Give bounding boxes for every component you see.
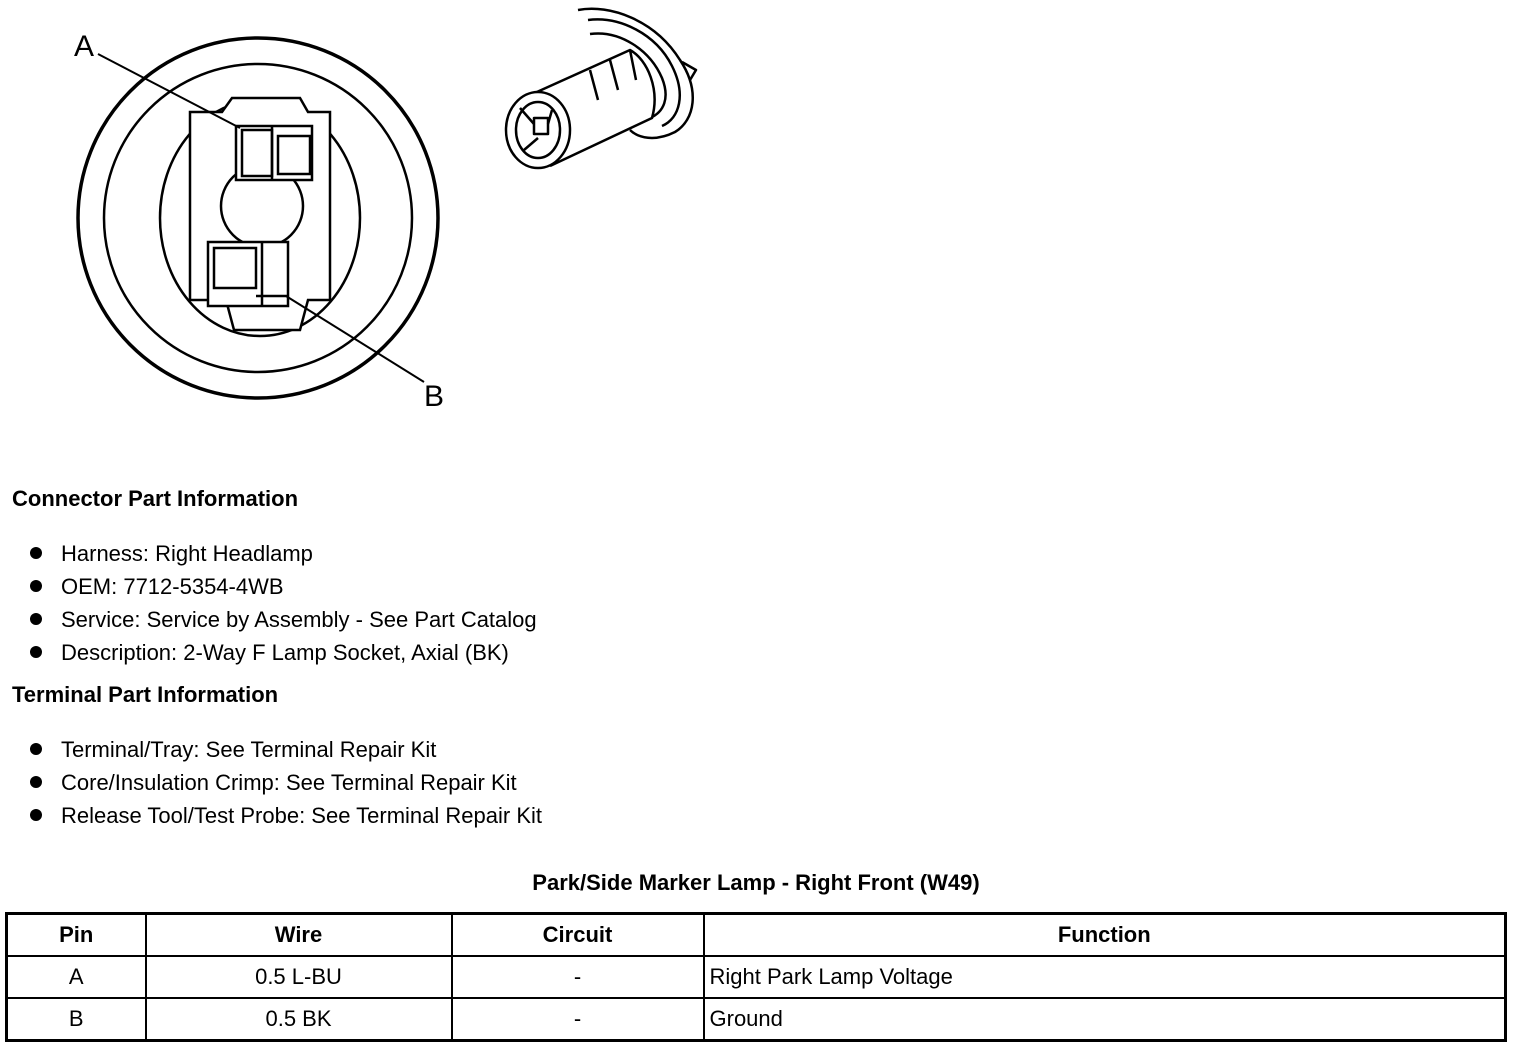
terminal-part-info-heading: Terminal Part Information	[12, 682, 279, 707]
cell-wire: 0.5 L-BU	[146, 956, 452, 998]
connector-part-info-heading: Connector Part Information	[12, 486, 299, 511]
cell-pin: A	[7, 956, 146, 998]
pin-table	[5, 912, 1507, 1042]
bullet-icon	[30, 776, 42, 788]
column-header-circuit: Circuit	[452, 914, 704, 957]
column-header-pin: Pin	[7, 914, 146, 957]
table-row	[7, 956, 1506, 998]
table-row	[7, 998, 1506, 1041]
cell-pin: B	[7, 998, 146, 1041]
bullet-icon	[30, 809, 42, 821]
table-header-row	[7, 914, 1506, 957]
callout-label-b: B	[424, 380, 445, 413]
list-item: Service: Service by Assembly - See Part Catalog	[30, 603, 537, 636]
bullet-icon	[30, 743, 42, 755]
connector-part-info-list	[30, 537, 537, 669]
terminal-part-info-list	[30, 733, 542, 832]
lamp-socket-illustration	[490, 0, 710, 190]
list-item: Terminal/Tray: See Terminal Repair Kit	[30, 733, 542, 766]
column-header-function: Function	[704, 914, 1506, 957]
bullet-icon	[30, 580, 42, 592]
pin-table-title: Park/Side Marker Lamp - Right Front (W49)	[532, 870, 980, 895]
cell-circuit: -	[452, 998, 704, 1041]
cell-function: Ground	[704, 998, 1506, 1041]
cell-function: Right Park Lamp Voltage	[704, 956, 1506, 998]
list-item: Harness: Right Headlamp	[30, 537, 537, 570]
list-item: Release Tool/Test Probe: See Terminal Repair Kit	[30, 799, 542, 832]
list-item: Description: 2-Way F Lamp Socket, Axial (BK)	[30, 636, 537, 669]
connector-face-diagram	[0, 0, 470, 440]
column-header-wire: Wire	[146, 914, 452, 957]
list-item: OEM: 7712-5354-4WB	[30, 570, 537, 603]
cell-wire: 0.5 BK	[146, 998, 452, 1041]
callout-label-a: A	[74, 30, 95, 63]
bullet-icon	[30, 547, 42, 559]
list-item: Core/Insulation Crimp: See Terminal Repair Kit	[30, 766, 542, 799]
bullet-icon	[30, 613, 42, 625]
cell-circuit: -	[452, 956, 704, 998]
leader-line-a	[98, 54, 240, 128]
bullet-icon	[30, 646, 42, 658]
